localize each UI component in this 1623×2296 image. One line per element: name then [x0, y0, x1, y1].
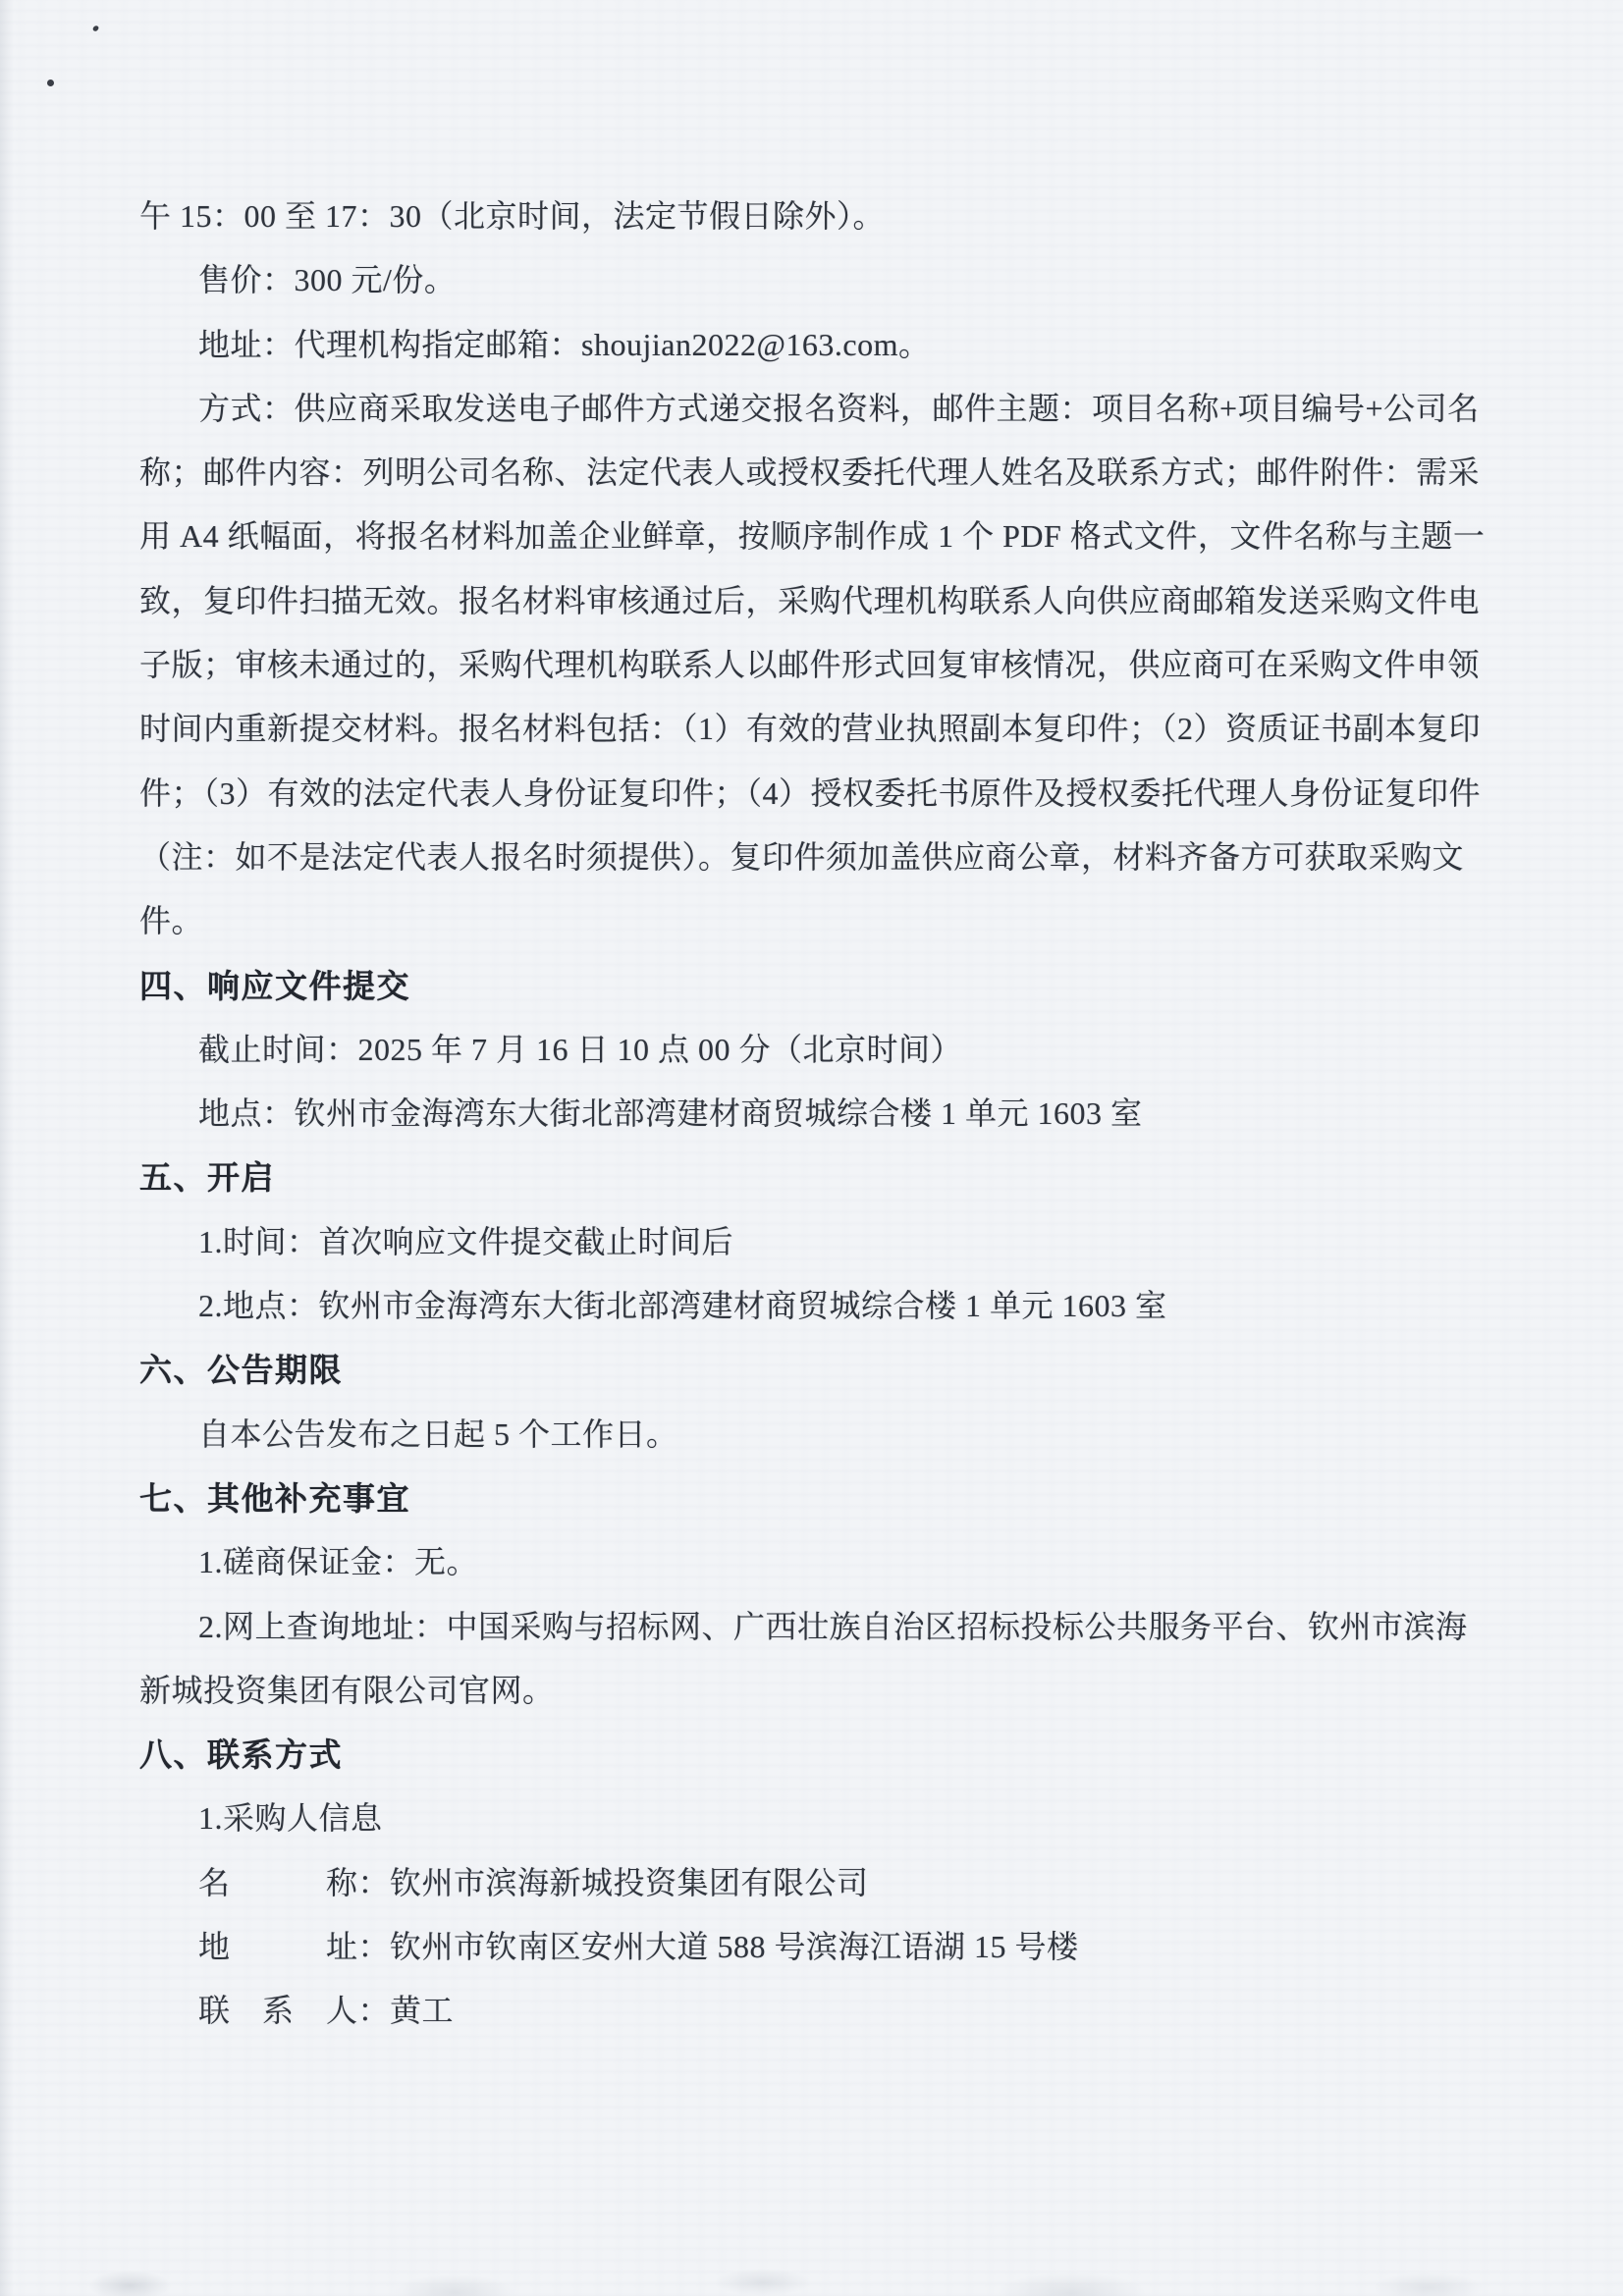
section-heading: 八、联系方式 [139, 1736, 343, 1774]
text-line: 售价：300 元/份。 [198, 262, 457, 298]
text-line: 2.网上查询地址：中国采购与招标网、广西壮族自治区招标投标公共服务平台、钦州市滨海 [198, 1608, 1468, 1644]
text-line: 1.磋商保证金：无。 [198, 1544, 479, 1580]
scan-speck [92, 25, 100, 32]
scan-speck [47, 80, 54, 86]
scan-noise-band [0, 2227, 1623, 2296]
text-line: 方式：供应商采取发送电子邮件方式递交报名资料，邮件主题：项目名称+项目编号+公司名 [198, 390, 1480, 426]
text-line: 自本公告发布之日起 5 个工作日。 [198, 1415, 678, 1452]
text-line: 2.地点：钦州市金海湾东大街北部湾建材商贸城综合楼 1 单元 1603 室 [198, 1288, 1167, 1324]
text-line: 1.时间：首次响应文件提交截止时间后 [198, 1223, 734, 1259]
text-line: 午 15：00 至 17：30（北京时间，法定节假日除外）。 [139, 198, 886, 234]
text-line: 地点：钦州市金海湾东大街北部湾建材商贸城综合楼 1 单元 1603 室 [198, 1095, 1143, 1132]
text-line: 件；（3）有效的法定代表人身份证复印件；（4）授权委托书原件及授权委托代理人身份证复印件 [139, 774, 1482, 811]
text-line: 名 称：钦州市滨海新城投资集团有限公司 [198, 1864, 869, 1900]
text-line: 子版；审核未通过的，采购代理机构联系人以邮件形式回复审核情况，供应商可在采购文件申领 [139, 647, 1481, 683]
text-line: 时间内重新提交材料。报名材料包括：（1）有效的营业执照副本复印件；（2）资质证书副本复印 [139, 711, 1482, 747]
section-heading: 四、响应文件提交 [139, 967, 410, 1004]
section-heading: 五、开启 [139, 1159, 275, 1197]
text-line: 1.采购人信息 [198, 1800, 383, 1837]
text-line: 件。 [139, 903, 204, 939]
section-heading: 七、其他补充事宜 [139, 1479, 410, 1517]
document-content [139, 185, 1487, 2044]
text-line: （注：如不是法定代表人报名时须提供）。复印件须加盖供应商公章，材料齐备方可获取采购文 [139, 838, 1465, 875]
text-line: 致，复印件扫描无效。报名材料审核通过后，采购代理机构联系人向供应商邮箱发送采购文件电 [139, 582, 1481, 618]
text-line: 新城投资集团有限公司官网。 [139, 1672, 555, 1708]
text-line: 截止时间：2025 年 7 月 16 日 10 点 00 分（北京时间） [198, 1031, 963, 1067]
scan-edge-shade [0, 0, 14, 2296]
text-line: 地 址：钦州市钦南区安州大道 588 号滨海江语湖 15 号楼 [198, 1929, 1079, 1965]
text-line: 称；邮件内容：列明公司名称、法定代表人或授权委托代理人姓名及联系方式；邮件附件：需采 [139, 454, 1481, 491]
text-line: 用 A4 纸幅面，将报名材料加盖企业鲜章，按顺序制作成 1 个 PDF 格式文件，文件名称与主题一 [139, 518, 1486, 555]
text-line: 地址：代理机构指定邮箱：shoujian2022@163.com。 [198, 326, 931, 362]
text-line: 联 系 人：黄工 [198, 1993, 455, 2029]
section-heading: 六、公告期限 [139, 1352, 343, 1389]
